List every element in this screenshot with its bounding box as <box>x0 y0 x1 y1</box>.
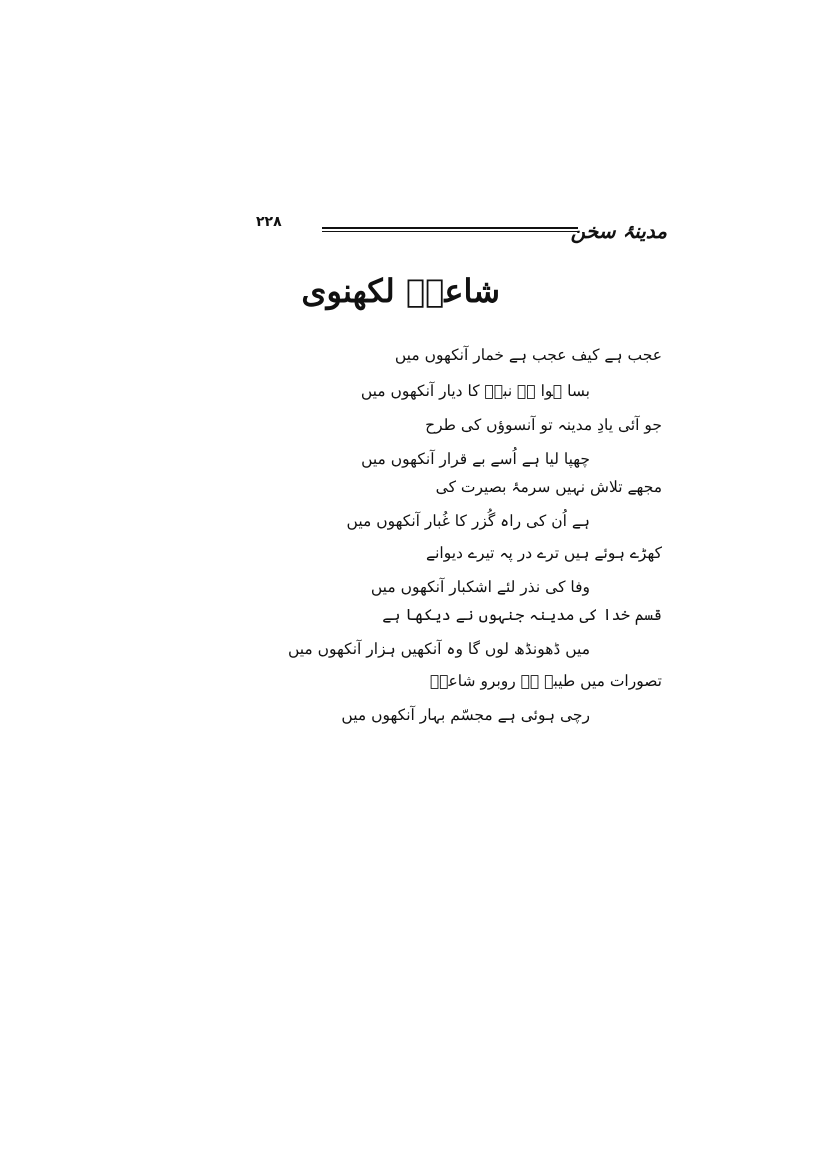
couplet-4-second-line: وفا کی نذر لئے اشکبار آنکھوں میں <box>370 578 590 596</box>
header-rule <box>322 227 578 232</box>
couplet-3-second-line: ہے اُن کی راہ گُزر کا غُبار آنکھوں میں <box>346 512 590 530</box>
couplet-2-second-line: چھپا لیا ہے اُسے بے قرار آنکھوں میں <box>361 450 590 468</box>
couplet-3-first-line: مجھے تلاش نہیں سرمۂ بصیرت کی <box>435 478 662 496</box>
couplet-5-first-line: قسم خدا کی مدینہ جنہوں نے دیکھا ہے <box>382 606 662 624</box>
couplet-4-first-line: کھڑے ہوئے ہیں ترے در پہ تیرے دیوانے <box>426 544 662 562</box>
couplet-6-second-line: رچی ہوئی ہے مجسّم بہار آنکھوں میں <box>341 706 590 724</box>
couplet-2-first-line: جو آئی یادِ مدینہ تو آنسوؤں کی طرح <box>425 416 662 434</box>
poet-name: شاعرؔ لکھنوی <box>301 272 500 310</box>
book-title: مدینۂ سخن <box>570 219 667 243</box>
couplet-5-second-line: میں ڈھونڈھ لوں گا وہ آنکھیں ہزار آنکھوں میں <box>287 640 590 658</box>
couplet-6-first-line: تصورات میں طیبہ ہے روبرو شاعرؔ <box>429 672 662 690</box>
couplet-1-first-line: عجب ہے کیف عجب ہے خمار آنکھوں میں <box>394 346 662 364</box>
couplet-1-second-line: بسا ہوا ہے نبیؐ کا دیار آنکھوں میں <box>360 382 590 400</box>
page-number: ۲۲۸ <box>256 214 282 230</box>
